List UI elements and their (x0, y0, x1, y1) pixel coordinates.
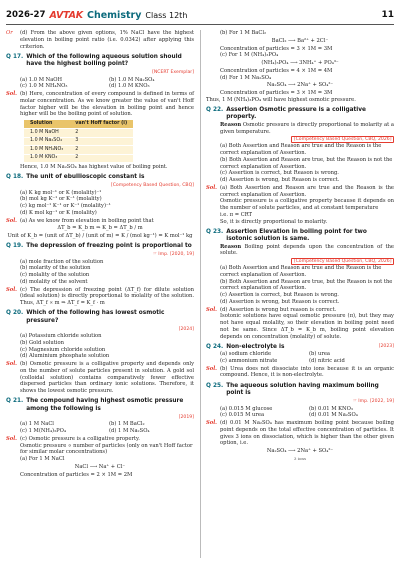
reason-text: Boiling point depends upon the concentration of the solute. (220, 243, 394, 257)
solution (6, 91, 194, 118)
equation: ΔT_b = K_b m ⇒ K_b = ΔT_b / m (57, 225, 143, 232)
solution-label: Sol. (6, 361, 17, 368)
table-cell: 3 (69, 137, 133, 145)
option-c: (c) 1 M(NH₄)₃PO₄ (20, 428, 66, 435)
solution-text: (a) Both Assertion and Reason are true and the Reason is the correct explanation of Assertion. (220, 184, 394, 198)
solution-line: (a) For 1 M NaCl (20, 456, 65, 463)
option-b: (b) urea (309, 351, 331, 358)
option-b: (b) 1.0 M Na₂SO₄ (109, 76, 155, 83)
options (220, 351, 394, 365)
option-c: (c) ammonium nitrate (220, 357, 278, 364)
table-cell: 1.0 M Na₂SO₄ (24, 137, 69, 145)
option-a: (a) 1.0 M NaOH (20, 76, 63, 83)
question-number: Q 20. (6, 310, 24, 317)
option-b: (b) Both Assertion and Reason are true, but the Reason is not the correct explanation of Assertion. (220, 278, 393, 292)
table-cell: 2 (69, 129, 133, 137)
options (220, 143, 394, 184)
solution-text: (b) Here, concentration of every compound is defined in terms of molar concentration. As we know greater the value of van't Hoff factor higher will be the elevation in boiling point and hence higher will be the boiling point of solution. (20, 91, 194, 118)
option-d: (d) 1.0 M KNO₃ (109, 83, 150, 90)
header-subject: Chemistry (86, 9, 142, 21)
option-d: (d) nitric acid (309, 357, 345, 364)
solution-line: Isotonic solutions have equal osmotic pressure (π), but they may not have equal molality, so their elevation in boiling point need not be same. Since ΔT_b = K_b m, boiling point elevation depends on concentration (molality) of solute. (220, 313, 394, 340)
solution-text: (b) Osmotic pressure is a colligative property and depends only on the number of solute particles present in solution. A gold sol (colloidal solution) contains comparatively fewer effective dispersed particles than ordinary ionic solutions. Therefore, it shows the lowest osmotic pressure. (20, 361, 194, 395)
options (20, 259, 194, 286)
option-a: (a) sodium chloride (220, 351, 272, 358)
header-year: 2026-27 (6, 10, 46, 20)
table-row (24, 129, 133, 137)
question-number: Q 21. (6, 398, 24, 405)
case-label: (b) For 1 M BaCl₂ (220, 30, 267, 36)
option-a: (a) Potassium chloride solution (20, 333, 102, 340)
option-a: (a) mole fraction of the solution (20, 258, 104, 265)
question-text: The unit of ebullioscopic constant is (26, 174, 145, 181)
option-d: (d) 0.01 M Na₂SO₄ (309, 412, 358, 419)
or-text: (d) From the above given options, 1% NaCl have the highest elevation in boiling point ratio (i.e. 0.0342) after applying this criterion. (20, 30, 194, 50)
solution (6, 218, 194, 225)
solution-line: Concentration of particles = 3 × 1M = 3M (220, 90, 333, 96)
options (20, 190, 194, 217)
options (20, 333, 194, 360)
solution-text: (c) The depression of freezing point (ΔT_f) for dilute solution (ideal solution) is directly proportional to molality of the solution. Thus, ΔT_f ∝ m ⇒ ΔT_f = K_f · m (20, 286, 194, 307)
solution-label: Sol. (206, 306, 217, 313)
option-c: (c) Magnesium chloride solution (20, 346, 106, 353)
solution-line: Thus, 1 M (NH₄)₃PO₄ will have highest osmotic pressure. (206, 96, 356, 103)
option-d: (d) 1 M Na₂SO₄ (109, 428, 150, 435)
question-number: Q 23. (206, 228, 224, 235)
or-label: Or (6, 30, 13, 36)
option-a: (a) K kg mol⁻¹ or K (molality)⁻¹ (20, 189, 102, 196)
conclusion: Hence, 1.0 M Na₂SO₄ has highest value of boiling point. (20, 163, 168, 170)
table-cell: 2 (69, 154, 133, 162)
solution-text: (c) Osmotic pressure is a colligative property. (20, 435, 140, 442)
options (20, 77, 194, 91)
reason-text: Osmotic pressure is directly proportional to molarity at a given temperature. (220, 121, 395, 135)
source-tag: ☞ Imp. [2020, 19] (152, 252, 194, 258)
equation: BaCl₂ ⟶ Ba²⁺ + 2Cl⁻ (271, 37, 329, 44)
options (220, 265, 394, 306)
table-cell: 2 (69, 146, 133, 154)
option-d: (d) Assertion is wrong, but Reason is correct. (220, 298, 340, 305)
solution-line: So, it is directly proportional to molarity. (220, 218, 328, 225)
solution (6, 287, 194, 307)
assertion-label: Assertion (226, 107, 258, 113)
table-row (24, 137, 133, 145)
question-text: Non-electrolyte is (226, 343, 285, 350)
option-a: (a) 0.015 M glucose (220, 405, 273, 412)
case-label: (c) For 1 M (NH₄)₃PO₄ (220, 52, 279, 59)
option-d: (d) K mol kg⁻¹ or K (molality) (20, 209, 97, 216)
header-class: Class 12th (145, 10, 188, 20)
option-b: (b) molarity of the solution (20, 265, 91, 272)
options (220, 406, 394, 420)
left-column (6, 30, 194, 478)
page-header (6, 7, 394, 23)
option-c: (c) molality of the solution (20, 272, 90, 279)
solution (206, 420, 394, 447)
option-b: (b) Gold solution (20, 339, 64, 346)
solution (6, 436, 194, 443)
question-number: Q 18. (6, 174, 24, 181)
question-23 (206, 229, 394, 341)
option-b: (b) mol kg K⁻¹ or K⁻¹ (molality) (20, 196, 102, 203)
equation: Na₂SO₄ ⟶ 2Na⁺ + SO₄²⁻ (266, 448, 334, 454)
case-label: (d) For 1 M Na₂SO₄ (220, 74, 272, 81)
solution-text: (a) As we know from elevation in boiling point that (20, 217, 154, 224)
assertion-label: Assertion (226, 228, 258, 235)
option-a: (a) Both Assertion and Reason are true and the Reason is the correct explanation of Assertion. (220, 265, 382, 278)
question-number: Q 24. (206, 343, 224, 350)
equation-note: 3 ions (293, 455, 307, 461)
solution-label: Sol. (6, 435, 17, 442)
solution-text: (d) 0.01 M Na₂SO₄ has maximum boiling point because boiling point depends on the total effective concentration of particles. It gives 3 ions on dissociation, which is higher than the other given option, i.e. (220, 420, 394, 447)
question-text: Which of the following has lowest osmotic pressure? (26, 310, 165, 324)
question-24 (206, 344, 394, 379)
option-a: (a) 1 M NaCl (20, 421, 54, 428)
option-c: (c) Assertion is correct, but Reason is wrong. (220, 170, 339, 177)
assertion-text: Osmotic pressure is a colligative property. (226, 107, 366, 121)
solution-line: Concentration of particles = 4 × 1M = 4M (220, 67, 333, 74)
question-19 (6, 243, 194, 307)
source-tag: [Competency Based Question, CBQ, 2026] (291, 136, 394, 143)
table-row (24, 146, 133, 154)
source-tag: [2019] (178, 414, 194, 420)
vant-hoff-table (24, 120, 133, 162)
solution-label: Sol. (206, 420, 217, 426)
options (20, 421, 194, 435)
option-b: (b) 1 M BaCl₂ (109, 421, 145, 428)
solution-line: Concentration of particles = 2 × 1M = 2M (20, 471, 133, 478)
option-b: (b) 0.01 M KNO₃ (309, 405, 353, 412)
solution-line: Osmotic pressure ∝ number of particles (only on van't Hoff factor for similar molar concentrations) (20, 442, 193, 456)
table-header: van't Hoff factor (i) (69, 120, 133, 129)
option-c: (c) Assertion is correct, but Reason is wrong. (220, 292, 339, 299)
column-divider (200, 30, 201, 558)
solution (206, 185, 394, 199)
right-column (206, 30, 394, 462)
assertion-text: Elevation in boiling point for two isotonic solution is same. (226, 228, 367, 243)
table-cell: 1.0 M NaOH (24, 129, 69, 137)
question-number: Q 17. (6, 53, 24, 60)
solution (6, 361, 194, 395)
reason-label: Reason (220, 243, 242, 250)
option-c: (c) 1.0 M NH₄NO₃ (20, 83, 68, 90)
option-d: (d) Assertion is wrong, but Reason is correct. (220, 177, 340, 184)
solution-line: Concentration of particles = 3 × 1M = 3M (220, 45, 333, 52)
question-17 (6, 54, 194, 171)
table-header: Solution (24, 120, 69, 129)
question-text: Which of the following aqueous solution should have the highest boiling point? (26, 53, 182, 68)
question-text: The aqueous solution having maximum boiling point is (226, 382, 379, 397)
option-c: (c) kg mol⁻¹ K⁻¹ or K⁻¹ (molality)⁻¹ (20, 203, 111, 210)
q21-continued (206, 30, 394, 104)
source-tag: ☞ Imp. [2022, 19] (352, 399, 394, 405)
source-tag: [Competency Based Question, CBQ, 2026] (291, 258, 394, 265)
solution-label: Sol. (6, 286, 17, 293)
question-text: The depression of freezing point is proportional to (26, 243, 192, 250)
page-number: 11 (381, 10, 394, 20)
solution-label: Sol. (206, 365, 217, 372)
solution-text: (b) Urea does not dissociate into ions because it is an organic compound. Hence, it is non-electrolyte. (220, 365, 394, 379)
table-cell: 1.0 M KNO₃ (24, 154, 69, 162)
solution-text: (d) Assertion is wrong but reason is correct. (220, 306, 337, 313)
table-cell: 1.0 M NH₄NO₃ (24, 146, 69, 154)
solution (206, 366, 394, 380)
header-rule (6, 24, 394, 25)
question-number: Q 25. (206, 382, 224, 389)
solution-label: Sol. (6, 217, 17, 224)
solution-label: Sol. (6, 91, 17, 98)
source-tag: [NCERT Exemplar] (152, 70, 194, 76)
option-a: (a) Both Assertion and Reason are true and the Reason is the correct explanation of Assertion. (220, 143, 382, 157)
equation: Na₂SO₄ ⟶ 2Na⁺ + SO₄²⁻ (266, 82, 334, 89)
source-tag: [Competency Based Question, CBQ] (110, 183, 194, 189)
question-text: The compound having highest osmotic pressure among the following is (26, 398, 184, 412)
solution-label: Sol. (206, 184, 217, 191)
source-tag: [2024] (178, 326, 194, 332)
question-18 (6, 174, 194, 240)
question-25 (206, 383, 394, 461)
table-row (24, 154, 133, 162)
reason-label: Reason (220, 121, 242, 128)
source-tag: [2023] (378, 343, 394, 349)
solution-line: Osmotic pressure is a colligative property because it depends on the number of solute particles, and at constant temperature (220, 198, 394, 212)
question-number: Q 22. (206, 107, 224, 113)
or-block (6, 30, 194, 50)
question-number: Q 19. (6, 243, 24, 250)
question-21 (6, 398, 194, 478)
equation: Unit of K_b = (unit of ΔT_b) / (unit of m) = K / (mol kg⁻¹) = K mol⁻¹ kg (7, 233, 193, 240)
equation: NaCl ⟶ Na⁺ + Cl⁻ (74, 463, 126, 470)
option-d: (d) molality of the solvent (20, 278, 88, 285)
option-b: (b) Both Assertion and Reason are true, but the Reason is not the correct explanation of Assertion. (220, 156, 393, 170)
question-22 (206, 107, 394, 225)
question-20 (6, 310, 194, 395)
option-d: (d) Aluminium phosphate solution (20, 353, 110, 360)
equation: (NH₄)₃PO₄ ⟶ 3NH₄⁺ + PO₄³⁻ (261, 60, 339, 66)
solution-line: i.e. π = CRT (220, 211, 252, 218)
option-c: (c) 0.015 M urea (220, 412, 265, 419)
brand-logo: AVTAK (49, 9, 83, 21)
